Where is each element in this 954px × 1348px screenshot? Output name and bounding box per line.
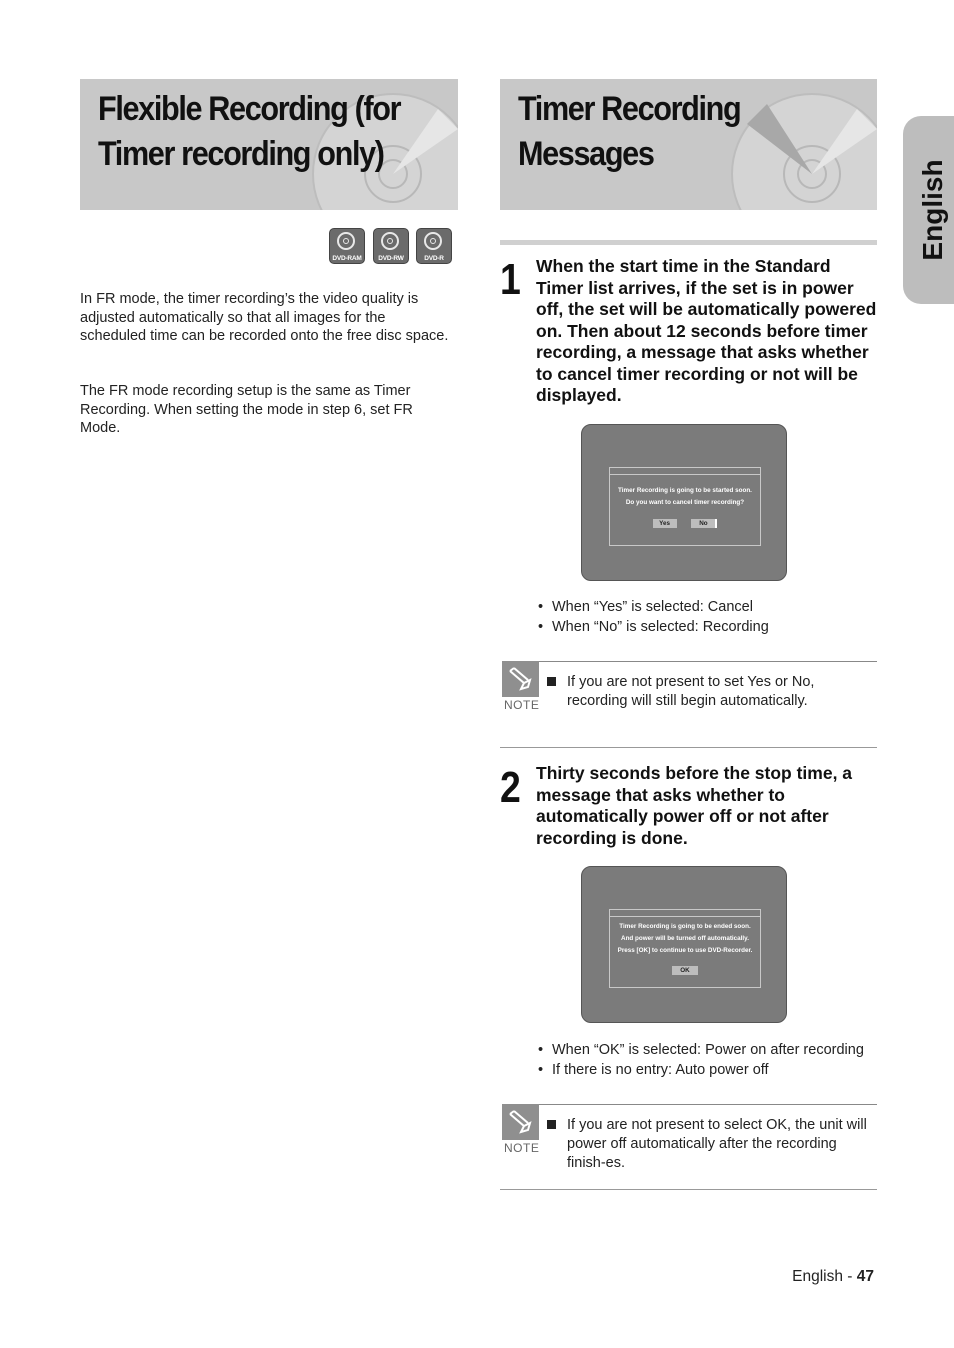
tv-screen-cancel-prompt [581, 424, 787, 581]
dvd-rw-icon: DVD-RW [373, 228, 409, 264]
dvd-ram-icon: DVD-RAM [329, 228, 365, 264]
note-label: NOTE [504, 1141, 540, 1155]
note-text: If you are not present to select OK, the unit will power off automatically after the recording finish-es. [567, 1117, 867, 1171]
step-2-number: 2 [500, 763, 521, 812]
page-footer [792, 1268, 874, 1286]
list-item: • When “OK” is selected: Power on after recording [536, 1041, 864, 1061]
list-item: • When “No” is selected: Recording [536, 618, 769, 638]
section-rule [500, 240, 877, 245]
left-page-title: Flexible Recording (for Timer recording only) [98, 90, 401, 173]
yes-button[interactable]: Yes [653, 519, 677, 528]
right-page-title: Timer Recording Messages [518, 90, 741, 173]
dialog-message-line: And power will be turned off automatically. [621, 935, 749, 942]
step-2-bullets [536, 1041, 864, 1080]
fr-mode-paragraph: In FR mode, the timer recording’s the video quality is adjusted automatically so that all images for the scheduled time can be recorded onto the free disc space. [80, 291, 449, 344]
language-tab [903, 116, 954, 304]
dialog-message-line: Do you want to cancel timer recording? [625, 499, 745, 506]
step-1-number: 1 [500, 255, 521, 304]
dvd-r-icon: DVD-R [416, 228, 452, 264]
note-label: NOTE [504, 698, 540, 712]
list-item: • When “Yes” is selected: Cancel [536, 598, 769, 618]
disc-graphic-icon [727, 89, 877, 210]
dialog-message-line: Timer Recording is going to be started soon. [618, 487, 752, 494]
language-tab-label: English [917, 159, 948, 261]
step-2-text: Thirty seconds before the stop time, a message that asks whether to automatically power off or not after recording is done. [536, 763, 853, 848]
footer-prefix: English - [792, 1268, 857, 1285]
right-title-banner [500, 79, 877, 210]
note-bullet-icon [547, 1120, 556, 1129]
fr-setup-paragraph: The FR mode recording setup is the same as Timer Recording. When setting the mode in step 6, set FR Mode. [80, 383, 413, 436]
power-off-dialog [609, 909, 761, 988]
dialog-message-line: Press [OK] to continue to use DVD-Recorder. [617, 947, 753, 954]
note-text: If you are not present to set Yes or No, recording will still begin automatically. [567, 674, 815, 709]
dialog-message-line: Timer Recording is going to be ended soon. [619, 923, 751, 930]
left-title-banner [80, 79, 458, 210]
no-button[interactable]: No [691, 519, 717, 528]
tv-screen-power-off-prompt [581, 866, 787, 1023]
step-1-text: When the start time in the Standard Timer list arrives, if the set is in power off, the set will be automatically powered on. Then about 12 seconds before timer recording, a message that asks whether to cancel timer recording or not will be displayed. [536, 256, 877, 405]
note-rule [539, 661, 877, 662]
section-divider [500, 1189, 877, 1190]
page-number: 47 [856, 1268, 874, 1285]
ok-button[interactable]: OK [672, 966, 698, 975]
cancel-timer-dialog [609, 467, 761, 546]
pencil-note-icon [502, 1104, 539, 1140]
section-divider [500, 747, 877, 748]
list-item: • If there is no entry: Auto power off [536, 1061, 864, 1081]
step-1-bullets [536, 598, 769, 637]
note-bullet-icon [547, 677, 556, 686]
pencil-note-icon [502, 661, 539, 697]
note-rule [539, 1104, 877, 1105]
